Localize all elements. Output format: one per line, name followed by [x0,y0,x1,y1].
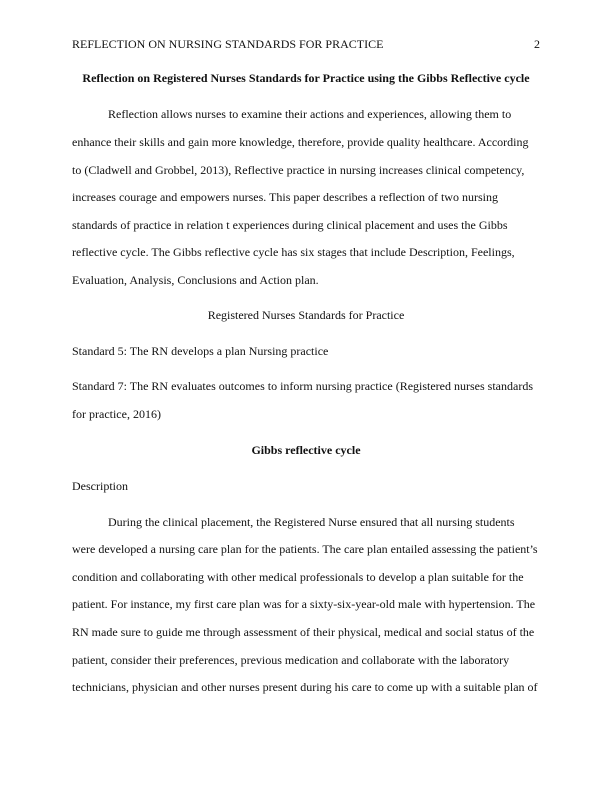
running-head: REFLECTION ON NURSING STANDARDS FOR PRACTICE [72,37,384,51]
description-line: were developed a nursing care plan for the patients. The care plan entailed assessing the patient’s [72,542,538,556]
subheading-description: Description [72,479,128,493]
standard-5: Standard 5: The RN develops a plan Nursing practice [72,344,329,358]
description-line: patient. For instance, my first care plan was for a sixty-six-year-old male with hypertension. The [72,597,536,611]
intro-line: standards of practice in relation t experiences during clinical placement and uses the Gibbs [72,218,508,232]
intro-line: Evaluation, Analysis, Conclusions and Action plan. [72,273,319,287]
standard-7-line: for practice, 2016) [72,407,161,421]
page-header [72,36,540,52]
description-line: technicians, physician and other nurses present during his care to come up with a suitable plan of [72,680,538,694]
page-number: 2 [534,37,540,51]
description-line: During the clinical placement, the Registered Nurse ensured that all nursing students [108,515,515,529]
section-heading-standards: Registered Nurses Standards for Practice [207,308,405,322]
intro-line: increases courage and empowers nurses. This paper describes a reflection of two nursing [72,190,498,204]
description-line: RN made sure to guide me through assessment of their physical, medical and social status of the [72,625,535,639]
intro-line: reflective cycle. The Gibbs reflective cycle has six stages that include Description, Feelings, [72,245,515,259]
description-line: condition and collaborating with other medical professionals to develop a plan suitable for the [72,570,524,584]
intro-line: enhance their skills and gain more knowledge, therefore, provide quality healthcare. According [72,135,529,149]
document-title: Reflection on Registered Nurses Standards for Practice using the Gibbs Reflective cycle [82,71,530,85]
intro-line: Reflection allows nurses to examine their actions and experiences, allowing them to [108,107,512,121]
description-line: patient, consider their preferences, previous medication and collaborate with the laboratory [72,653,510,667]
intro-line: to (Cladwell and Grobbel, 2013), Reflective practice in nursing increases clinical competency, [72,163,525,177]
section-heading-gibbs: Gibbs reflective cycle [251,443,361,457]
standard-7-line: Standard 7: The RN evaluates outcomes to inform nursing practice (Registered nurses standards [72,379,533,393]
